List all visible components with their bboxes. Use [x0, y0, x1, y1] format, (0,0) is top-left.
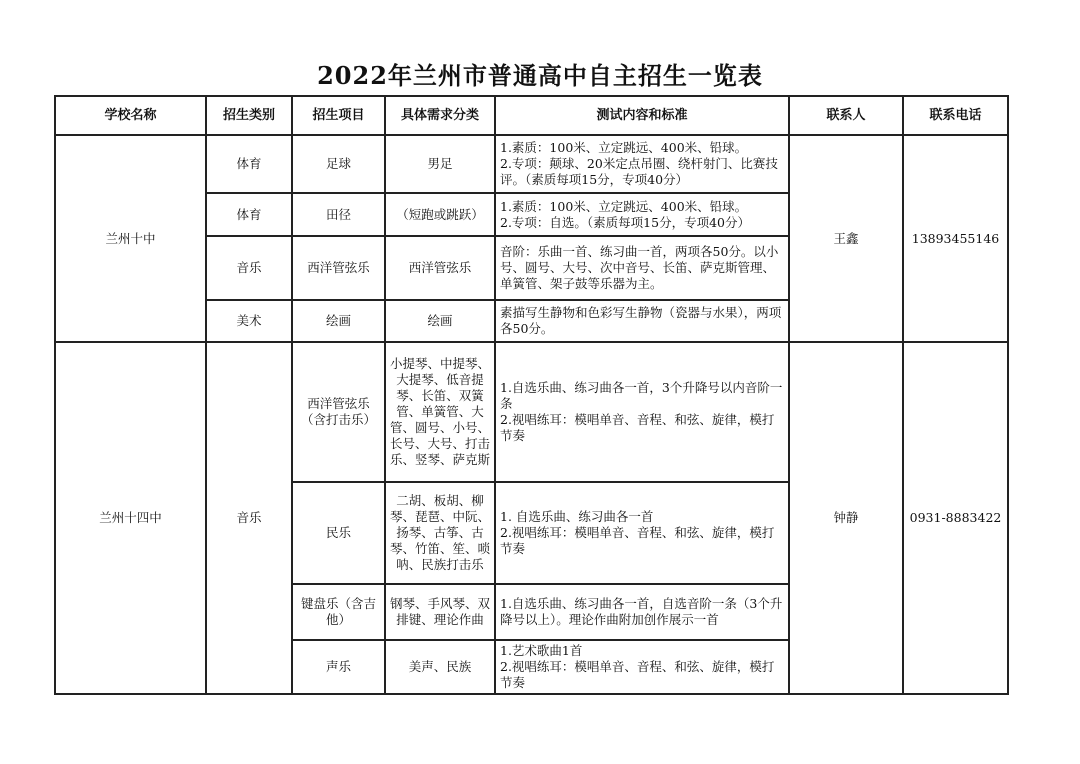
header-school: 学校名称 [55, 96, 206, 135]
header-contact: 联系人 [789, 96, 903, 135]
header-test: 测试内容和标准 [495, 96, 789, 135]
detail-cell: 美声、民族 [385, 640, 495, 694]
project-cell: 田径 [292, 193, 385, 236]
test-cell: 素描写生静物和色彩写生静物（瓷器与水果），两项各50分。 [495, 300, 789, 342]
category-cell: 美术 [206, 300, 292, 342]
header-detail: 具体需求分类 [385, 96, 495, 135]
project-cell: 西洋管弦乐 [292, 236, 385, 300]
test-cell: 1.素质：100米、立定跳远、400米、铅球。 2.专项：颠球、20米定点吊圈、绕杆射门、比赛技评。（素质每项15分，专项40分） [495, 135, 789, 193]
test-cell: 1.艺术歌曲1首 2.视唱练耳：模唱单音、音程、和弦、旋律，模打节奏 [495, 640, 789, 694]
category-cell: 体育 [206, 193, 292, 236]
project-cell: 民乐 [292, 482, 385, 584]
contact-cell: 钟静 [789, 342, 903, 694]
header-phone: 联系电话 [903, 96, 1008, 135]
category-cell: 体育 [206, 135, 292, 193]
phone-cell: 13893455146 [903, 135, 1008, 342]
phone-cell: 0931-8883422 [903, 342, 1008, 694]
project-cell: 绘画 [292, 300, 385, 342]
test-cell: 1.自选乐曲、练习曲各一首，自选音阶一条（3个升降号以上）。理论作曲附加创作展示一首 [495, 584, 789, 640]
detail-cell: 小提琴、中提琴、大提琴、低音提琴、长笛、双簧管、单簧管、大管、圆号、小号、长号、大号、打击乐、竖琴、萨克斯 [385, 342, 495, 482]
category-cell: 音乐 [206, 236, 292, 300]
school-name: 兰州十四中 [55, 342, 206, 694]
enrollment-table [54, 95, 1009, 695]
test-cell: 1.自选乐曲、练习曲各一首，3个升降号以内音阶一条 2.视唱练耳：模唱单音、音程、和弦、旋律，模打节奏 [495, 342, 789, 482]
project-cell: 足球 [292, 135, 385, 193]
test-cell: 音阶：乐曲一首、练习曲一首，两项各50分。以小号、圆号、大号、次中音号、长笛、萨克斯管理、单簧管、架子鼓等乐器为主。 [495, 236, 789, 300]
test-cell: 1. 自选乐曲、练习曲各一首 2.视唱练耳：模唱单音、音程、和弦、旋律，模打节奏 [495, 482, 789, 584]
header-project: 招生项目 [292, 96, 385, 135]
detail-cell: （短跑或跳跃） [385, 193, 495, 236]
detail-cell: 西洋管弦乐 [385, 236, 495, 300]
header-category: 招生类别 [206, 96, 292, 135]
table-row [55, 135, 1008, 193]
project-cell: 西洋管弦乐（含打击乐） [292, 342, 385, 482]
page-title: 2022年兰州市普通高中自主招生一览表 [317, 61, 763, 90]
test-cell: 1.素质：100米、立定跳远、400米、铅球。 2.专项：自选。（素质每项15分，专项40分） [495, 193, 789, 236]
detail-cell: 钢琴、手风琴、双排键、理论作曲 [385, 584, 495, 640]
detail-cell: 二胡、板胡、柳琴、琵琶、中阮、扬琴、古筝、古琴、竹笛、笙、唢呐、民族打击乐 [385, 482, 495, 584]
contact-cell: 王鑫 [789, 135, 903, 342]
table-header-row [55, 96, 1008, 135]
detail-cell: 绘画 [385, 300, 495, 342]
category-cell: 音乐 [206, 342, 292, 694]
school-name: 兰州十中 [55, 135, 206, 342]
project-cell: 声乐 [292, 640, 385, 694]
table-row [55, 342, 1008, 482]
detail-cell: 男足 [385, 135, 495, 193]
project-cell: 键盘乐（含吉他） [292, 584, 385, 640]
